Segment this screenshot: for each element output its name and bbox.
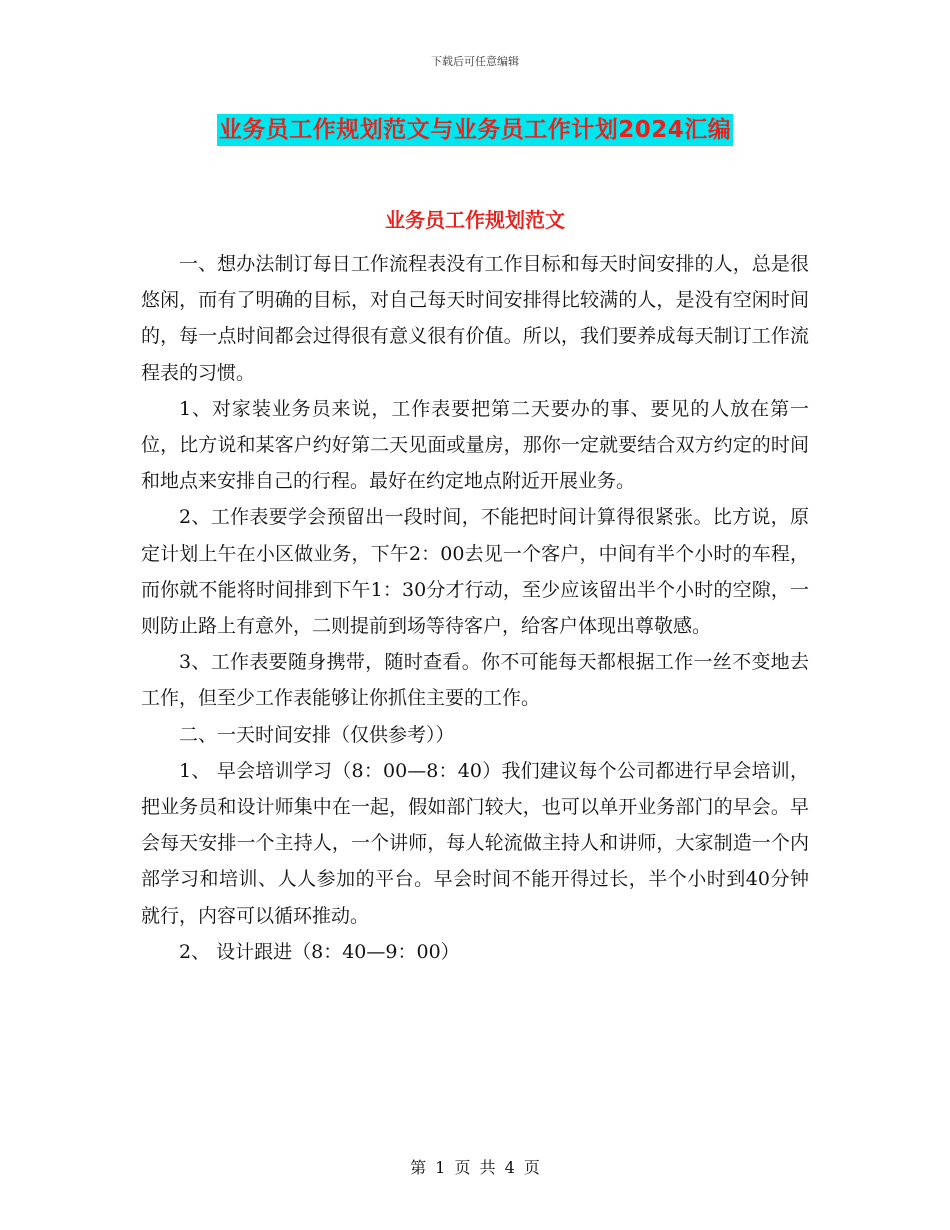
main-title-wrap <box>0 114 950 146</box>
paragraph: 1、 早会培训学习（8：00—8：40）我们建议每个公司都进行早会培训，把业务员和设计师集中在一起，假如部门较大，也可以单开业务部门的早会。早会每天安排一个主持人，一个讲师，每人轮流做主持人和讲师，大家制造一个内部学习和培训、人人参加的平台。早会时间不能开得过长，半个小时到40分钟就行，内容可以循环推动。 <box>141 759 809 927</box>
paragraph: 二、一天时间安排（仅供参考）） <box>179 723 455 746</box>
paragraph: 2、 设计跟进（8：40—9：00） <box>179 940 460 963</box>
paragraph: 3、工作表要随身携带，随时查看。你不可能每天都根据工作一丝不变地去工作，但至少工作表能够让你抓住主要的工作。 <box>141 651 809 710</box>
document-body <box>141 246 809 970</box>
page-footer: 第 1 页 共 4 页 <box>410 1158 540 1177</box>
main-title: 业务员工作规划范文与业务员工作计划2024汇编 <box>217 114 734 146</box>
paragraph: 一、想办法制订每日工作流程表没有工作目标和每天时间安排的人，总是很悠闲，而有了明确的目标，对自己每天时间安排得比较满的人，是没有空闲时间的，每一点时间都会过得很有意义很有价值。所以，我们要养成每天制订工作流程表的习惯。 <box>141 253 809 384</box>
header-note: 下载后可任意编辑 <box>431 55 519 68</box>
section-title: 业务员工作规划范文 <box>385 208 565 232</box>
paragraph: 1、对家装业务员来说，工作表要把第二天要办的事、要见的人放在第一位，比方说和某客户约好第二天见面或量房，那你一定就要结合双方约定的时间和地点来安排自己的行程。最好在约定地点附近开展业务。 <box>141 397 809 493</box>
paragraph: 2、工作表要学会预留出一段时间，不能把时间计算得很紧张。比方说，原定计划上午在小区做业务，下午2：00去见一个客户，中间有半个小时的车程，而你就不能将时间排到下午1：30分才行动，至少应该留出半个小时的空隙，一则防止路上有意外，二则提前到场等待客户，给客户体现出尊敬感。 <box>141 506 809 638</box>
